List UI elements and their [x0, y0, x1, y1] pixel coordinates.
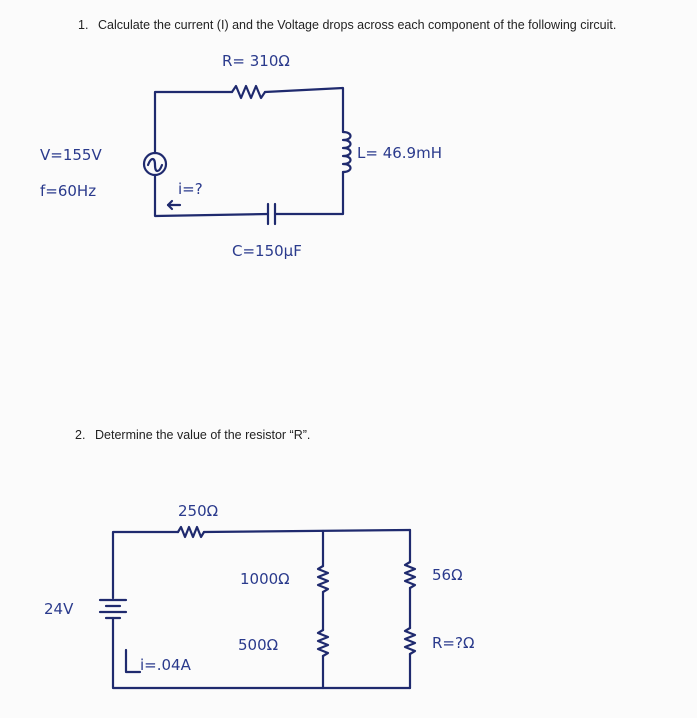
current-label: i=?: [178, 180, 203, 198]
series-resistor-label: 250Ω: [178, 502, 219, 520]
source-label: 24V: [44, 600, 74, 618]
circuit-1-wire-top-right: [265, 88, 343, 132]
resistor-r-label: R=?Ω: [432, 634, 475, 652]
circuit-1: [40, 52, 442, 260]
current-2-label: i=.04A: [140, 656, 191, 674]
resistor-r-symbol: [405, 628, 415, 654]
resistor-500-label: 500Ω: [238, 636, 279, 654]
frequency-label: f=60Hz: [40, 182, 97, 200]
resistor-500-symbol: [318, 630, 328, 656]
capacitor-label: C=150μF: [232, 242, 302, 260]
circuit-1-wire-top-left: [155, 92, 232, 153]
resistor-1000-symbol: [318, 566, 328, 592]
question-2-number: 2.: [75, 428, 86, 442]
battery-symbol: [100, 600, 126, 618]
resistor-56-symbol: [405, 562, 415, 588]
ac-source-wave: [148, 159, 162, 171]
series-resistor-symbol: [178, 527, 204, 537]
voltage-label: V=155V: [40, 146, 102, 164]
question-1-number: 1.: [78, 18, 89, 32]
inductor-coil: [343, 132, 351, 172]
circuit-2-wire-left-top: [113, 532, 178, 598]
circuit-2: [44, 502, 474, 688]
inductor-label: L= 46.9mH: [357, 144, 442, 162]
circuit-2-wire-top: [204, 530, 410, 532]
resistor-label: R= 310Ω: [222, 52, 290, 70]
circuit-1-wire-right-bottom: [275, 172, 343, 214]
resistor-symbol: [232, 86, 265, 98]
resistor-56-label: 56Ω: [432, 566, 463, 584]
question-2-text: Determine the value of the resistor “R”.: [95, 428, 311, 442]
resistor-1000-label: 1000Ω: [240, 570, 290, 588]
current-2-marker: [126, 650, 140, 672]
question-1-text: Calculate the current (I) and the Voltage drops across each component of the following circuit.: [98, 18, 617, 32]
